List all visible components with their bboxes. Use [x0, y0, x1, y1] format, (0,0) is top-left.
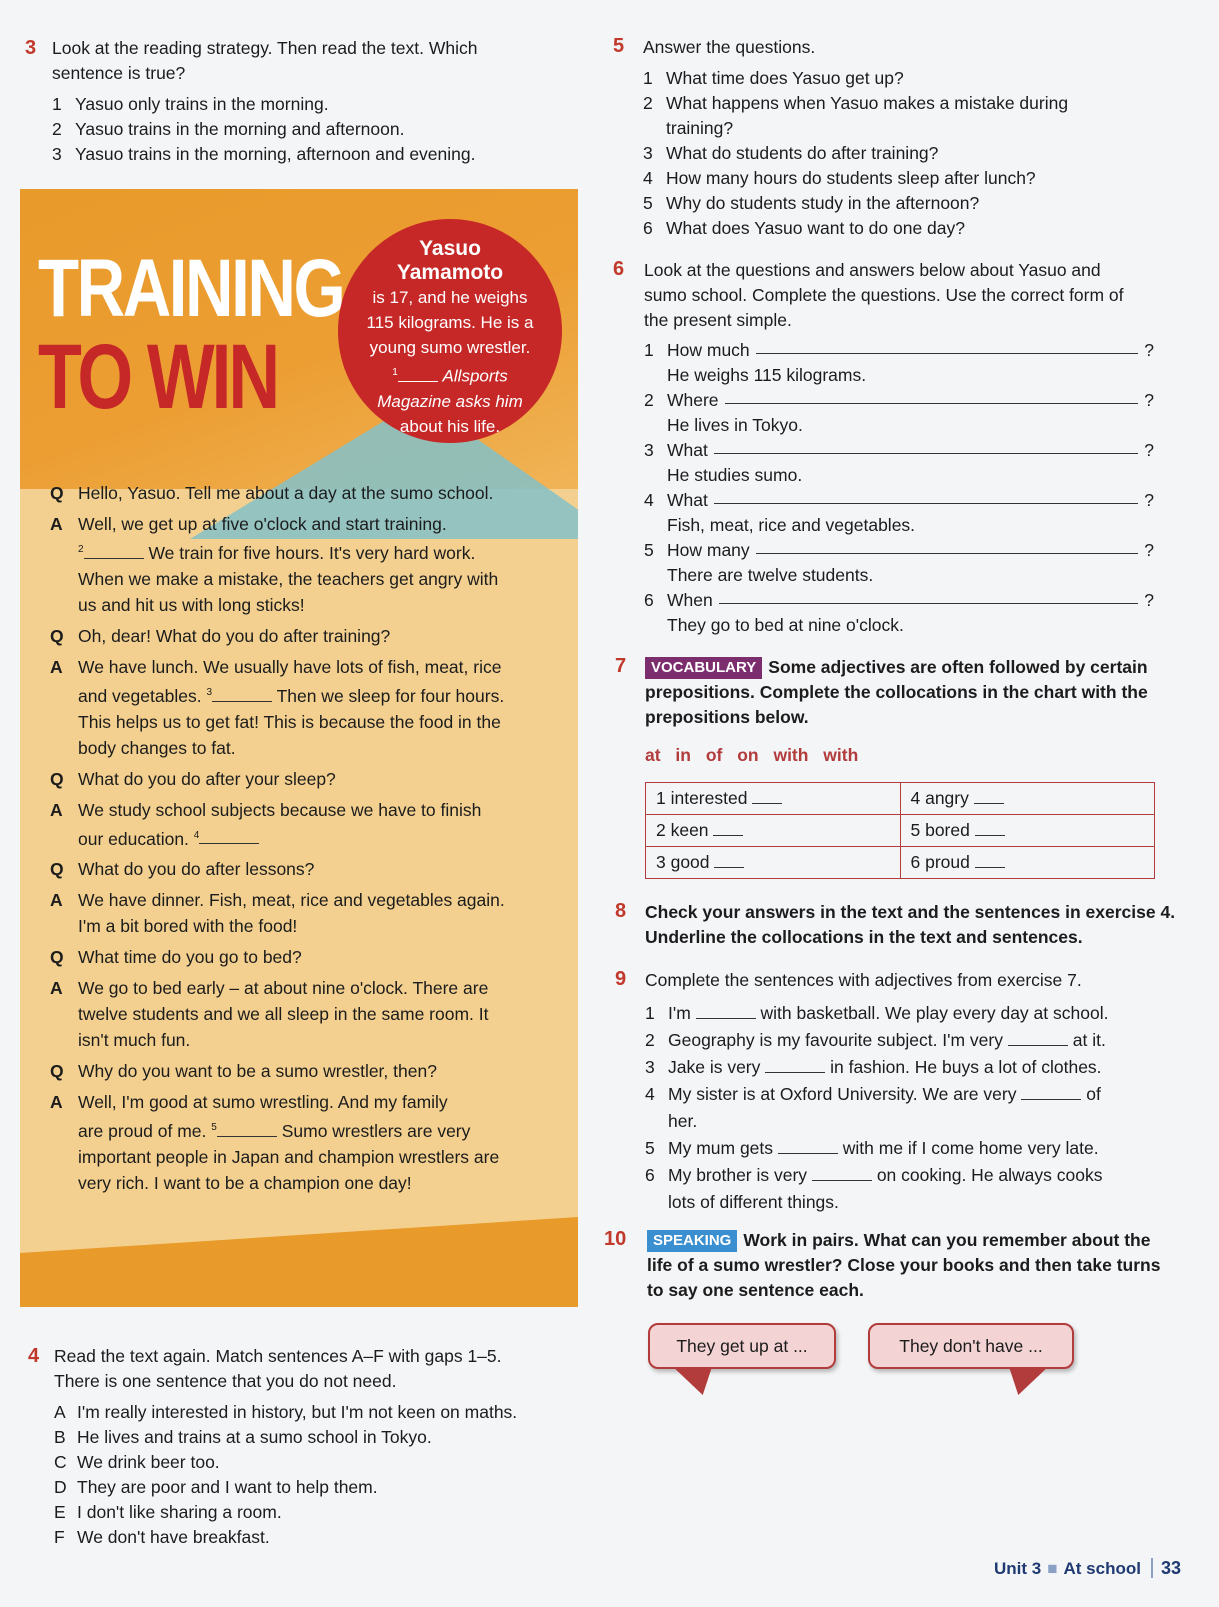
qa-label: A: [50, 890, 63, 911]
chart-cell-text: 3 good: [656, 852, 710, 872]
qa-text: Oh, dear! What do you do after training?: [78, 625, 391, 646]
ex7-line1: Some adjectives are often followed by certain: [768, 657, 1148, 677]
qa-text: us and hit us with long sticks!: [78, 594, 305, 615]
footer-unit: Unit 3: [994, 1559, 1042, 1578]
ex6-answer: [644, 613, 1154, 638]
gap-blank: [1008, 1030, 1068, 1046]
ex9-sentence: [645, 1027, 1155, 1054]
qa-question: [50, 480, 550, 506]
gap-blank: [1021, 1084, 1081, 1100]
answer-line: [725, 388, 1139, 404]
ex4-instructions: [54, 1344, 502, 1394]
chart-cell: [646, 815, 901, 847]
sentence-part: My sister is at Oxford University. We are very: [668, 1084, 1017, 1104]
ex7-line3: prepositions below.: [645, 707, 809, 727]
ex6-answer: [644, 413, 1154, 438]
sentence-letter: F: [54, 1527, 65, 1547]
ex9-sentences: [645, 1000, 1155, 1216]
article-title-line1: TRAINING: [38, 243, 344, 334]
sentence-number: 3: [645, 1057, 655, 1077]
ex4-sentence: [54, 1400, 517, 1425]
sentence-number: 1: [645, 1003, 655, 1023]
sentence-part: with basketball. We play every day at school.: [760, 1003, 1109, 1023]
sentence-part: lots of different things.: [668, 1192, 839, 1212]
option-number: 3: [52, 144, 62, 164]
sentence-part: with me if I come home very late.: [842, 1138, 1099, 1158]
answer-line: [714, 438, 1138, 454]
page-number: 33: [1151, 1558, 1181, 1578]
sentence-text: We drink beer too.: [77, 1452, 220, 1472]
gap-blank: [975, 820, 1005, 836]
ex10-line3: to say one sentence each.: [647, 1280, 864, 1300]
gap-number: 4: [193, 829, 200, 841]
ex6-answer: [644, 563, 1154, 588]
sentence-number: 4: [645, 1084, 655, 1104]
ex7-number: 7: [615, 655, 627, 677]
qa-label: A: [50, 1092, 63, 1113]
qa-text: Then we sleep for four hours.: [276, 685, 505, 706]
question-number: 5: [644, 540, 654, 560]
circle-text: Magazine asks him: [377, 391, 523, 411]
gap-number: 3: [206, 686, 213, 698]
ex6-answer: [644, 463, 1154, 488]
sentence-letter: E: [54, 1502, 66, 1522]
gap-blank: [84, 543, 144, 559]
gap-blank: [199, 828, 259, 844]
gap-blank: [778, 1138, 838, 1154]
qa-text: Why do you want to be a sumo wrestler, then?: [78, 1061, 437, 1082]
speech-bubble-2-tail: [1000, 1369, 1045, 1395]
preposition-list: at in of on with with: [645, 745, 859, 765]
question-number: 6: [644, 590, 654, 610]
ex5-question: [643, 141, 1068, 166]
magazine-name: Allsports: [442, 366, 508, 386]
question-number: 1: [644, 340, 654, 360]
ex5-instructions: Answer the questions.: [643, 37, 816, 57]
ex6-line2: sumo school. Complete the questions. Use the correct form of: [644, 285, 1124, 305]
answer-text: He studies sumo.: [667, 465, 803, 485]
qa-question: [50, 856, 550, 882]
question-number: 5: [643, 193, 653, 213]
sentence-part: Geography is my favourite subject. I'm very: [668, 1030, 1003, 1050]
article-box: [20, 189, 578, 1307]
chart-row: [646, 815, 1155, 847]
sentence-number: 6: [645, 1165, 655, 1185]
qa-text: We train for five hours. It's very hard work.: [148, 542, 476, 563]
ex4-sentence: [54, 1525, 517, 1550]
chart-cell: [900, 847, 1155, 879]
sentence-part: My brother is very: [668, 1165, 808, 1185]
ex3-option: [52, 117, 476, 142]
ex3-option: [52, 92, 476, 117]
sentence-text: I'm really interested in history, but I'm not keen on maths.: [77, 1402, 518, 1422]
footer-topic: At school: [1063, 1559, 1141, 1578]
chart-cell-text: 1 interested: [656, 788, 748, 808]
gap-number: 5: [211, 1122, 217, 1134]
ex4-sentence: [54, 1500, 517, 1525]
qa-question: [50, 1058, 550, 1084]
ex8-instructions: [645, 900, 1175, 950]
qa-text: Hello, Yasuo. Tell me about a day at the sumo school.: [78, 483, 494, 503]
answer-text: He lives in Tokyo.: [667, 415, 803, 435]
ex10-number: 10: [604, 1228, 627, 1250]
chart-cell-text: 5 bored: [910, 820, 970, 840]
speaking-tag: SPEAKING: [647, 1230, 737, 1252]
ex10-instructions: [647, 1228, 1160, 1303]
answer-line: [714, 488, 1138, 504]
ex5-question: [643, 66, 1068, 91]
question-mark: ?: [1144, 340, 1154, 360]
ex5-question: [643, 216, 1068, 241]
ex8-number: 8: [615, 900, 627, 922]
question-start: How much: [667, 340, 750, 360]
question-start: What: [667, 440, 708, 460]
question-text: What do students do after training?: [666, 143, 939, 163]
qa-answer: [50, 1089, 550, 1196]
qa-text: What do you do after lessons?: [78, 859, 315, 880]
qa-label: Q: [50, 1061, 64, 1082]
sentence-letter: B: [54, 1427, 66, 1447]
sentence-part: on cooking. He always cooks: [876, 1165, 1103, 1185]
answer-text: There are twelve students.: [667, 565, 874, 585]
qa-label: A: [50, 978, 63, 999]
qa-text: This helps us to get fat! This is because the food in the: [78, 711, 501, 732]
option-text: Yasuo trains in the morning, afternoon and evening.: [75, 144, 476, 164]
sentence-part: I'm: [668, 1003, 691, 1023]
gap-blank: [696, 1003, 756, 1019]
gap-blank: [713, 820, 743, 836]
qa-answer: [50, 797, 550, 852]
sentence-letter: C: [54, 1452, 67, 1472]
question-number: 4: [643, 168, 653, 188]
ex6-line1: Look at the questions and answers below about Yasuo and: [644, 260, 1101, 280]
chart-row: [646, 847, 1155, 879]
qa-text: and vegetables.: [78, 685, 202, 706]
qa-question: [50, 944, 550, 970]
question-number: 3: [643, 143, 653, 163]
qa-text: We have dinner. Fish, meat, rice and vegetables again.: [78, 890, 505, 911]
sentence-part: of: [1086, 1084, 1101, 1104]
ex6-line3: the present simple.: [644, 310, 792, 330]
ex6-answer: [644, 513, 1154, 538]
option-text: Yasuo trains in the morning and afternoon.: [75, 119, 405, 139]
answer-text: He weighs 115 kilograms.: [667, 365, 867, 385]
qa-label: A: [50, 514, 63, 534]
ex8-line2: Underline the collocations in the text and sentences.: [645, 927, 1083, 947]
question-text: How many hours do students sleep after lunch?: [666, 168, 1036, 188]
sentence-letter: D: [54, 1477, 67, 1497]
gap-blank: [752, 788, 782, 804]
qa-label: Q: [50, 625, 64, 646]
question-start: Where: [667, 390, 719, 410]
sentence-number: 5: [645, 1138, 655, 1158]
ex9-sentence: [645, 1162, 1155, 1216]
question-mark: ?: [1144, 590, 1154, 610]
question-number: 6: [643, 218, 653, 238]
answer-line: [756, 538, 1139, 554]
gap-blank: [975, 852, 1005, 868]
ex6-question: [644, 588, 1154, 613]
ex6-question: [644, 338, 1154, 363]
qa-text: We have lunch. We usually have lots of fish, meat, rice: [78, 656, 502, 677]
qa-label: A: [50, 656, 63, 677]
chart-cell-text: 4 angry: [910, 788, 969, 808]
gap-blank: [217, 1121, 277, 1137]
qa-text: important people in Japan and champion wrestlers are: [78, 1147, 500, 1168]
qa-text: very rich. I want to be a champion one day!: [78, 1173, 412, 1194]
gap-blank: [398, 366, 438, 382]
qa-label: Q: [50, 947, 64, 968]
circle-text: about his life.: [399, 416, 501, 436]
question-mark: ?: [1144, 440, 1154, 460]
circle-text: 115 kilograms. He is a: [366, 313, 534, 332]
circle-name-first: Yasuo: [419, 237, 481, 260]
qa-text: I'm a bit bored with the food!: [78, 916, 298, 937]
ex3-options: [52, 92, 476, 167]
ex3-line2: sentence is true?: [52, 63, 186, 83]
qa-text: When we make a mistake, the teachers get angry with: [78, 568, 499, 589]
sentence-text: I don't like sharing a room.: [77, 1502, 282, 1522]
ex7-instructions: [645, 655, 1148, 730]
ex10-line1: Work in pairs. What can you remember about the: [743, 1230, 1151, 1250]
chart-row: [646, 783, 1155, 815]
speech-bubble-2: They don't have ...: [868, 1323, 1074, 1369]
qa-text: We go to bed early – at about nine o'clock. There are: [78, 978, 489, 999]
qa-answer: [50, 511, 550, 618]
option-number: 2: [52, 119, 62, 139]
gap-blank: [212, 686, 272, 702]
ex4-line2: There is one sentence that you do not need.: [54, 1371, 397, 1391]
sentence-text: He lives and trains at a sumo school in Tokyo.: [77, 1427, 432, 1447]
ex5-question: [643, 191, 1068, 216]
question-text: Why do students study in the afternoon?: [666, 193, 980, 213]
ex4-sentences: [54, 1400, 517, 1550]
answer-line: [719, 588, 1139, 604]
ex3-instructions: [52, 36, 477, 86]
question-number: 2: [643, 93, 653, 113]
collocation-chart: [645, 782, 1155, 879]
question-number: 1: [643, 68, 653, 88]
ex3-number: 3: [25, 37, 37, 59]
sentence-number: 2: [645, 1030, 655, 1050]
answer-text: Fish, meat, rice and vegetables.: [667, 515, 916, 535]
ex6-question: [644, 538, 1154, 563]
ex4-sentence: [54, 1425, 517, 1450]
qa-text: twelve students and we all sleep in the same room. It: [78, 1004, 489, 1025]
qa-text: body changes to fat.: [78, 737, 236, 758]
speech-bubble-1: They get up at ...: [648, 1323, 836, 1369]
qa-answer: [50, 887, 550, 939]
ex4-sentence: [54, 1450, 517, 1475]
qa-answer: [50, 975, 550, 1053]
qa-question: [50, 766, 550, 792]
chart-cell: [646, 847, 901, 879]
question-text: What happens when Yasuo makes a mistake during: [666, 93, 1069, 113]
qa-label: Q: [50, 483, 64, 503]
ex5-question: [643, 166, 1068, 191]
ex10-line2: life of a sumo wrestler? Close your books and then take turns: [647, 1255, 1161, 1275]
page-footer: [994, 1558, 1181, 1579]
vocabulary-tag: VOCABULARY: [645, 657, 762, 679]
ex6-items: [644, 338, 1154, 638]
ex6-question: [644, 438, 1154, 463]
qa-label: Q: [50, 859, 64, 880]
article-title-line2: TO WIN: [38, 326, 278, 428]
answer-text: They go to bed at nine o'clock.: [667, 615, 904, 635]
ex3-option: [52, 142, 476, 167]
sentence-part: her.: [668, 1111, 698, 1131]
ex6-question: [644, 388, 1154, 413]
qa-text: isn't much fun.: [78, 1030, 191, 1051]
ex6-instructions: [644, 258, 1124, 333]
question-number: 2: [644, 390, 654, 410]
qa-label: A: [50, 799, 63, 820]
answer-line: [756, 338, 1139, 354]
gap-blank: [974, 788, 1004, 804]
ex9-sentence: [645, 1000, 1155, 1027]
question-mark: ?: [1144, 390, 1154, 410]
ex9-sentence: [645, 1081, 1155, 1135]
question-number: 4: [644, 490, 654, 510]
sentence-part: My mum gets: [668, 1138, 774, 1158]
question-mark: ?: [1144, 540, 1154, 560]
qa-text: Well, we get up at five o'clock and start training.: [78, 514, 447, 534]
question-number: 3: [644, 440, 654, 460]
sentence-letter: A: [54, 1402, 66, 1422]
circle-text: is 17, and he weighs: [372, 288, 528, 307]
gap-blank: [765, 1057, 825, 1073]
ex9-number: 9: [615, 968, 627, 990]
qa-text: are proud of me.: [78, 1121, 207, 1142]
ex6-number: 6: [613, 258, 625, 280]
ex4-number: 4: [28, 1345, 40, 1367]
sentence-part: in fashion. He buys a lot of clothes.: [830, 1057, 1102, 1077]
qa-answer: [50, 654, 550, 761]
qa-text: What do you do after your sleep?: [78, 768, 336, 789]
qa-text: What time do you go to bed?: [78, 947, 302, 968]
article-footer-bg: [20, 1217, 578, 1307]
question-start: When: [667, 590, 713, 610]
qa-text: We study school subjects because we have to finish: [78, 799, 482, 820]
option-text: Yasuo only trains in the morning.: [75, 94, 329, 114]
question-start: How many: [667, 540, 750, 560]
footer-separator: ■: [1047, 1559, 1058, 1578]
question-text: What does Yasuo want to do one day?: [666, 218, 966, 238]
question-text: training?: [666, 118, 734, 138]
interview: [50, 480, 550, 1196]
gap-number: 1: [392, 367, 398, 378]
ex7-line2: prepositions. Complete the collocations in the chart with the: [645, 682, 1148, 702]
qa-text: Sumo wrestlers are very: [281, 1121, 471, 1142]
qa-text: Well, I'm good at sumo wrestling. And my family: [78, 1092, 448, 1113]
ex8-line1: Check your answers in the text and the sentences in exercise 4.: [645, 902, 1176, 922]
ex5-question: [643, 91, 1068, 141]
ex5-number: 5: [613, 35, 625, 57]
ex9-instructions: Complete the sentences with adjectives from exercise 7.: [645, 970, 1082, 990]
gap-number: 2: [78, 544, 84, 555]
ex5-questions: [643, 66, 1068, 241]
question-mark: ?: [1144, 490, 1154, 510]
speech-bubble-1-tail: [675, 1369, 720, 1395]
qa-question: [50, 623, 550, 649]
chart-cell: [646, 783, 901, 815]
ex9-sentence: [645, 1054, 1155, 1081]
gap-blank: [714, 852, 744, 868]
option-number: 1: [52, 94, 62, 114]
chart-cell: [900, 783, 1155, 815]
circle-text: young sumo wrestler.: [369, 338, 531, 357]
circle-gap-line: [338, 360, 562, 389]
ex3-line1: Look at the reading strategy. Then read the text. Which: [52, 38, 478, 58]
sentence-text: They are poor and I want to help them.: [77, 1477, 378, 1497]
ex6-question: [644, 488, 1154, 513]
sentence-part: at it.: [1072, 1030, 1106, 1050]
ex9-sentence: [645, 1135, 1155, 1162]
qa-text: our education.: [78, 828, 189, 849]
chart-cell-text: 2 keen: [656, 820, 709, 840]
question-text: What time does Yasuo get up?: [666, 68, 904, 88]
sentence-text: We don't have breakfast.: [77, 1527, 270, 1547]
sentence-part: Jake is very: [668, 1057, 761, 1077]
circle-name-last: Yamamoto: [396, 261, 504, 284]
intro-circle: [338, 219, 562, 443]
question-start: What: [667, 490, 708, 510]
gap-blank: [812, 1165, 872, 1181]
ex4-sentence: [54, 1475, 517, 1500]
chart-cell-text: 6 proud: [910, 852, 970, 872]
chart-cell: [900, 815, 1155, 847]
ex4-line1: Read the text again. Match sentences A–F with gaps 1–5.: [54, 1346, 502, 1366]
qa-label: Q: [50, 768, 64, 789]
ex6-answer: [644, 363, 1154, 388]
